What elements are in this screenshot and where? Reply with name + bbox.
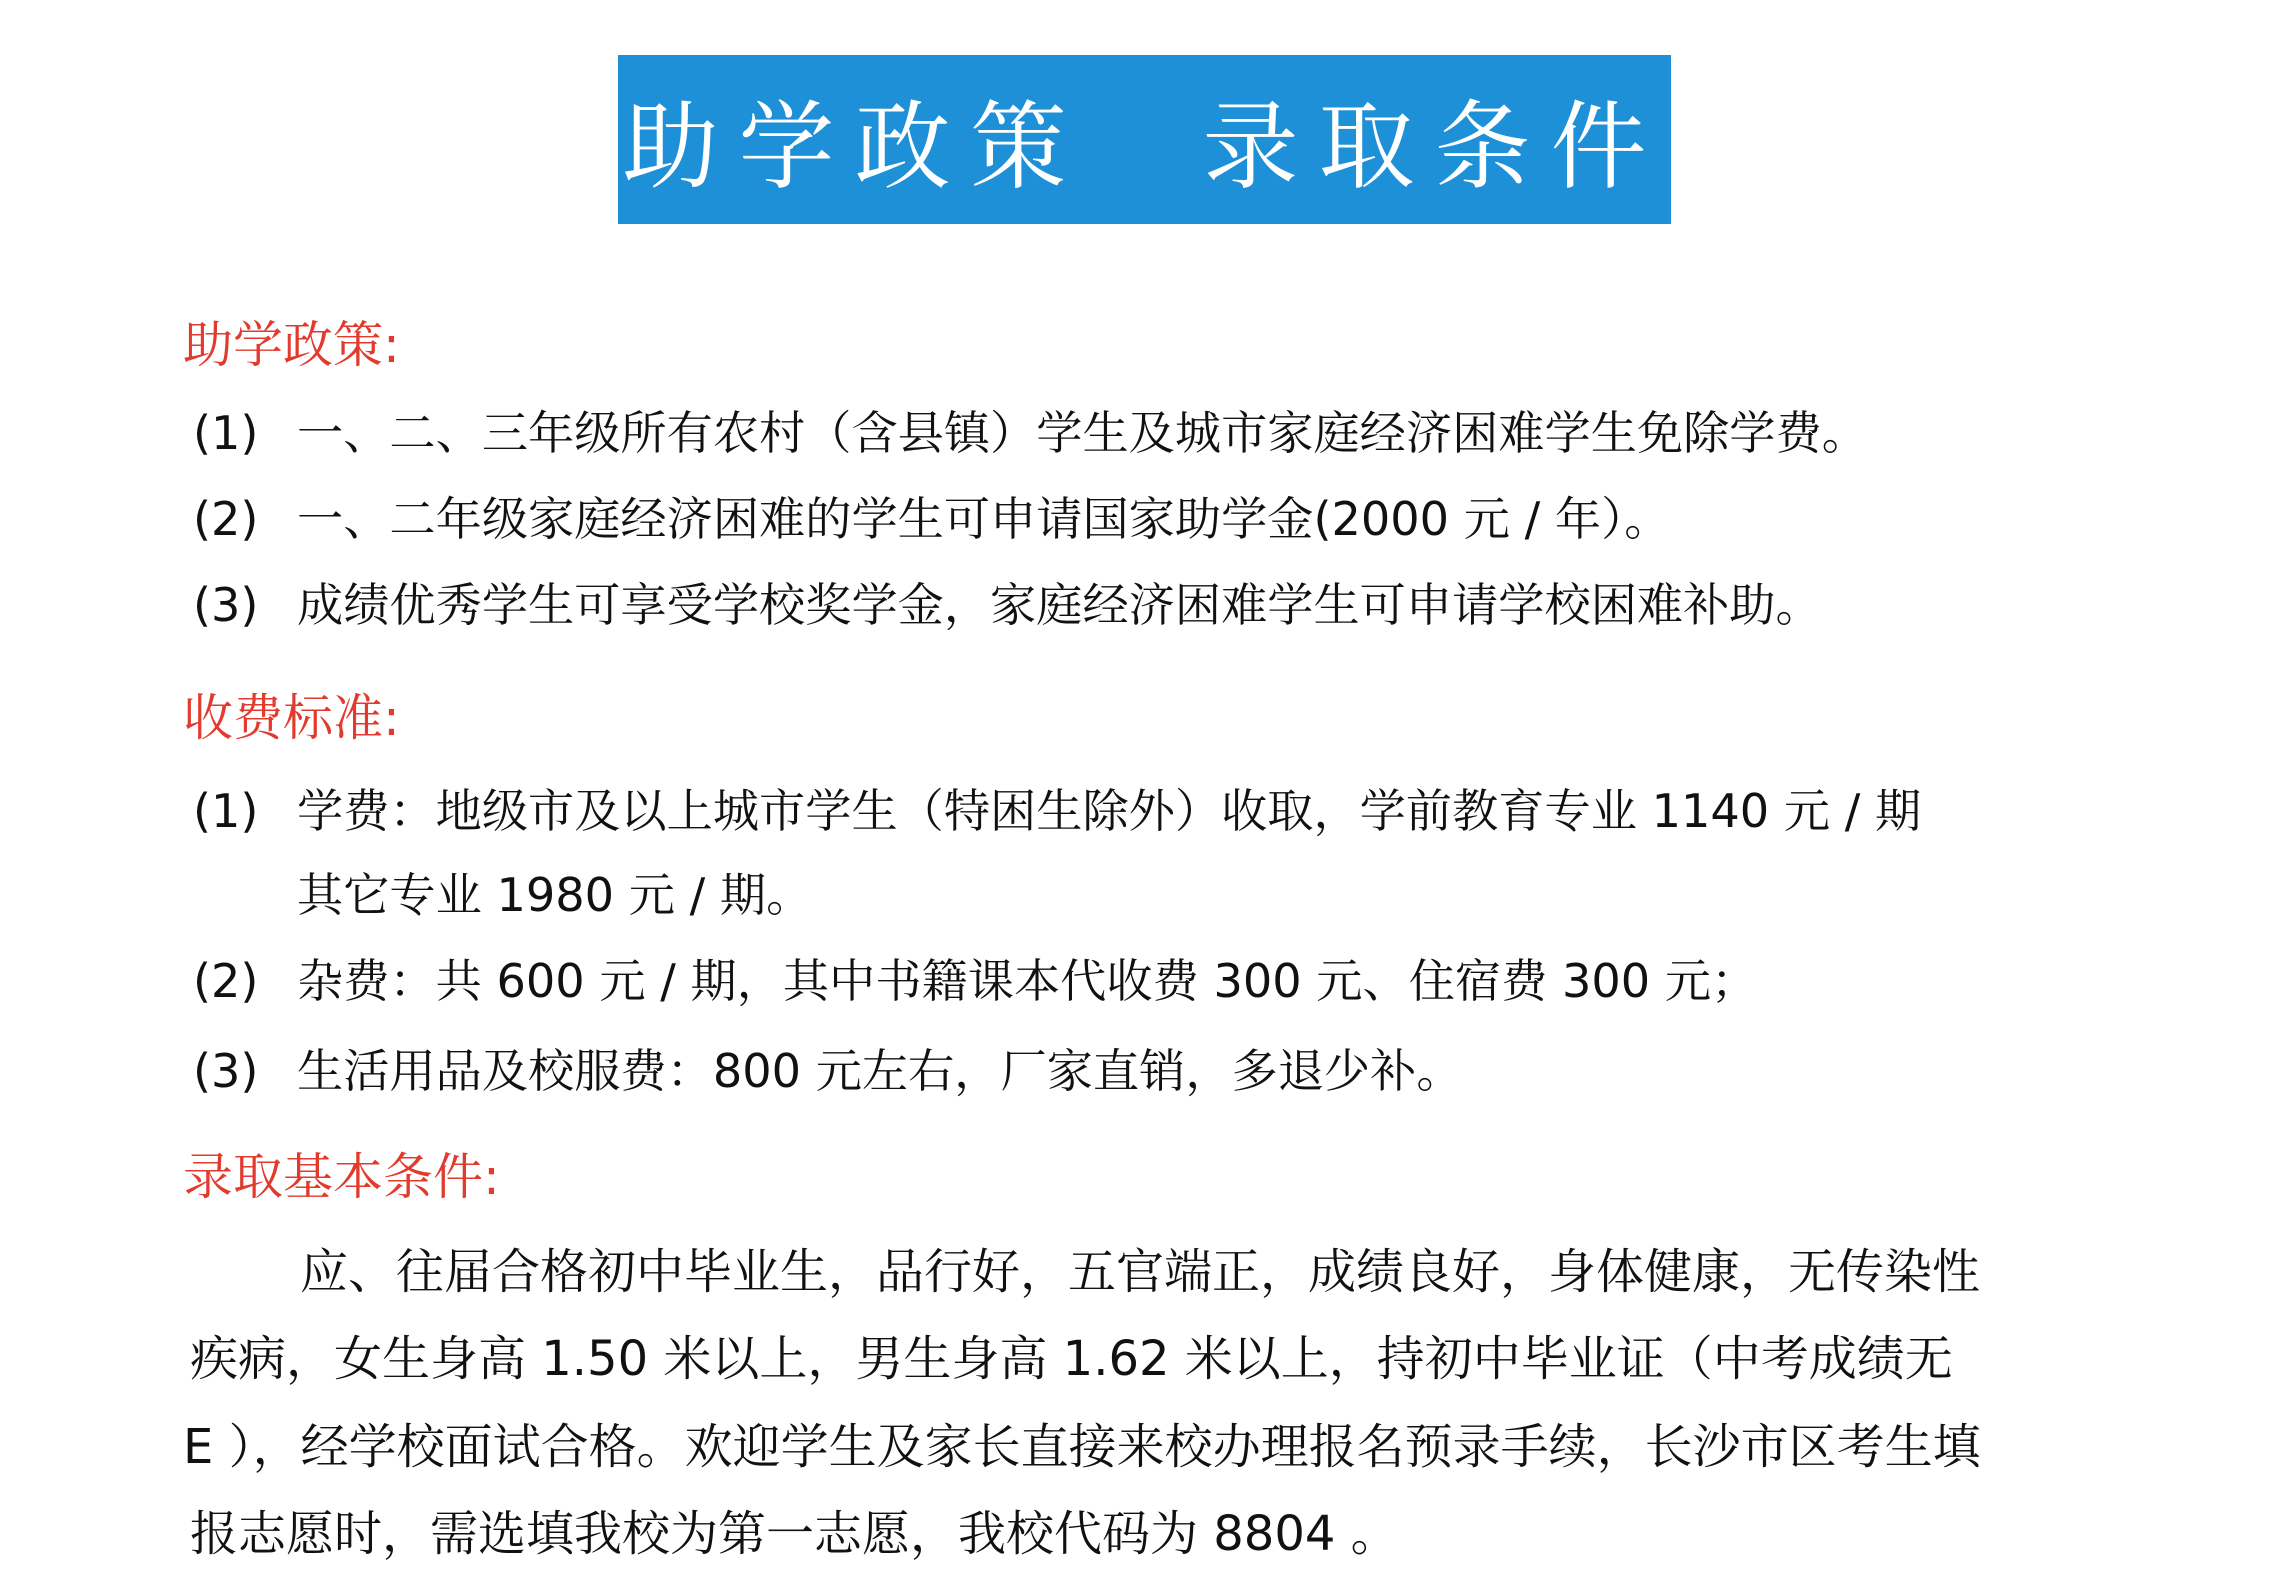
admission-paragraph-line: 应、往届合格初中毕业生，品行好，五官端正，成绩良好，身体健康，无传染性 xyxy=(300,1244,1981,1300)
item-text: 一、二、三年级所有农村（含县镇）学生及城市家庭经济困难学生免除学费。 xyxy=(297,406,1868,460)
item-text-continued: 其它专业 1980 元 / 期。 xyxy=(297,868,813,922)
section-heading-aid: 助学政策: xyxy=(183,316,400,374)
admission-paragraph-line: 报志愿时，需选填我校为第一志愿，我校代码为 8804 。 xyxy=(190,1506,1399,1562)
item-number: (1) xyxy=(193,406,259,460)
item-text: 生活用品及校服费：800 元左右，厂家直销，多退少补。 xyxy=(297,1044,1463,1098)
page-title: 助学政策 录取条件 xyxy=(622,91,1667,203)
item-text: 杂费：共 600 元 / 期，其中书籍课本代收费 300 元、住宿费 300 元； xyxy=(297,954,1758,1008)
item-number: (3) xyxy=(193,578,259,632)
title-banner xyxy=(618,55,1671,224)
item-number: (2) xyxy=(193,954,259,1008)
item-number: (1) xyxy=(193,784,259,838)
admission-paragraph-line: E ），经学校面试合格。欢迎学生及家长直接来校办理报名预录手续，长沙市区考生填 xyxy=(183,1419,1981,1475)
section-heading-fees: 收费标准: xyxy=(183,689,400,747)
admission-paragraph-line: 疾病，女生身高 1.50 米以上，男生身高 1.62 米以上，持初中毕业证（中考成绩无 xyxy=(190,1331,1953,1387)
item-text: 成绩优秀学生可享受学校奖学金，家庭经济困难学生可申请学校困难补助。 xyxy=(297,578,1822,632)
item-number: (2) xyxy=(193,492,259,546)
item-text: 学费：地级市及以上城市学生（特困生除外）收取，学前教育专业 1140 元 / 期 xyxy=(297,784,1922,838)
item-number: (3) xyxy=(193,1044,259,1098)
section-heading-admission: 录取基本条件: xyxy=(183,1148,500,1206)
item-text: 一、二年级家庭经济困难的学生可申请国家助学金(2000 元 / 年）。 xyxy=(297,492,1671,546)
